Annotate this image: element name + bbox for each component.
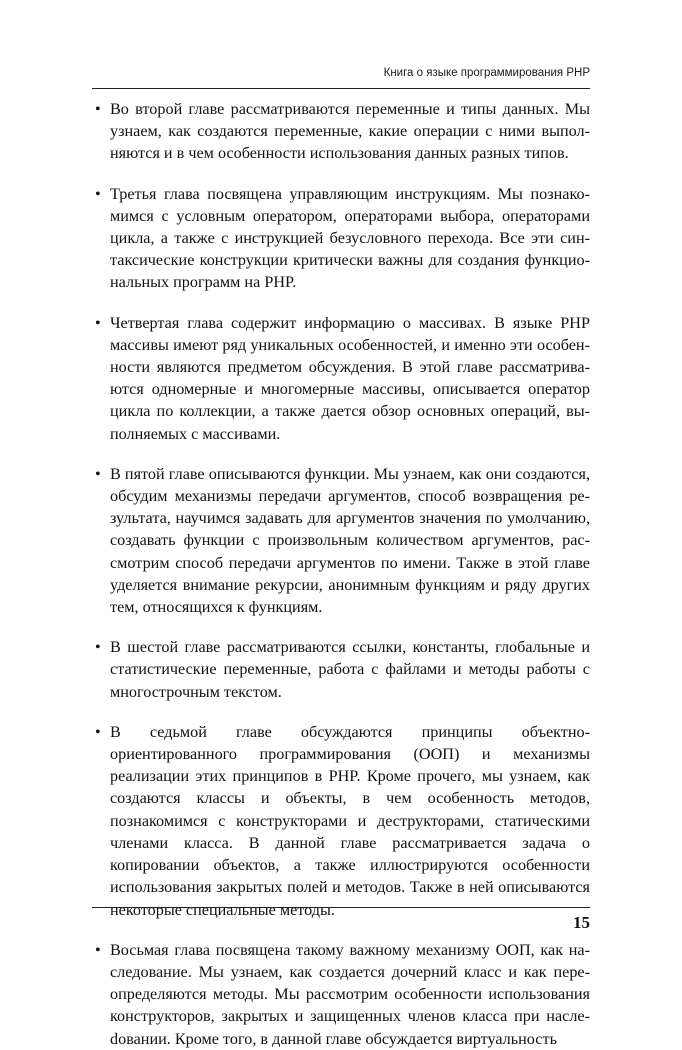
bullet: • xyxy=(95,184,101,203)
bullet: • xyxy=(95,313,101,332)
paragraph-text: Третья глава посвящена управляющим инструкциям. Мы познакомимся с условным оператором, операторами выбора, операторами цикла, а также с инструкцией безусловного перехода. Все эти синтаксические конструкции критически важны для создания функциональных программ на PHP. xyxy=(110,184,590,292)
footer-rule xyxy=(92,907,590,908)
bullet: • xyxy=(95,940,101,959)
running-head: Книга о языке программирования PHP xyxy=(92,64,590,89)
list-item-chapter-3 xyxy=(92,183,590,294)
bullet: • xyxy=(95,722,101,741)
list-item-chapter-6 xyxy=(92,636,590,703)
paragraph-text: В шестой главе рассматриваются ссылки, константы, глобальные и статистические переменные, работа с файлами и методы работы с многострочным текстом. xyxy=(110,638,590,701)
list-item-chapter-5 xyxy=(92,463,590,618)
paragraph-text: В седьмой главе обсуждаются принципы объектно-ориентированного программирования (ООП) и механизмы реализации этих принципов в PHP. Кроме прочего, мы узнаем, как создаются классы и объекты, в чем особенность методов, познакомимся с конструкторами и деструкторами, статическими членами класса. В данной главе рассматривается задача о копировании объектов, а также иллюстрируются особенности использования закрытых полей и методов. Также в ней описываются некоторые специальные методы. xyxy=(110,722,590,919)
bullet: • xyxy=(95,464,101,483)
bullet: • xyxy=(95,100,101,118)
paragraph-text: В пятой главе описываются функции. Мы узнаем, как они создаются, обсудим механизмы передачи аргументов, способ возвращения результата, научимся задавать для аргументов значения по умолчанию, создавать функции с произвольным количеством аргументов, рассмотрим способ передачи аргументов по имени. Также в этой главе уделяется внимание рекурсии, анонимным функциям и ряду других тем, относящихся к функциям. xyxy=(110,464,590,617)
paragraph-text: Четвертая глава содержит информацию о массивах. В языке PHP массивы имеют ряд уникальных особенностей, и именно эти особенности являются предметом обсуждения. В этой главе рассматриваются одномерные и многомерные массивы, описывается оператор цикла по коллекции, а также дается обзор основных операций, выполняемых с массивами. xyxy=(110,313,590,443)
bullet: • xyxy=(95,638,101,657)
list-item-chapter-4 xyxy=(92,312,590,445)
list-item-chapter-8 xyxy=(92,939,590,1050)
list-item-chapter-2 xyxy=(92,98,590,165)
paragraph-text: Восьмая глава посвящена такому важному механизму ООП, как наследование. Мы узнаем, как создается дочерний класс и как переопределяются методы. Мы рассмотрим особенности использования конструкторов, закрытых и защищенных членов класса при наслеdовании. Кроме того, в данной главе обсуждается виртуальность xyxy=(110,940,590,1048)
list-item-chapter-7 xyxy=(92,721,590,921)
paragraph-text: Во второй главе рассматриваются переменные и типы данных. Мы узнаем, как создаются переменные, какие операции с ними выполняются и в чем особенности использования данных разных типов. xyxy=(110,100,590,163)
page-number: 15 xyxy=(573,913,590,932)
